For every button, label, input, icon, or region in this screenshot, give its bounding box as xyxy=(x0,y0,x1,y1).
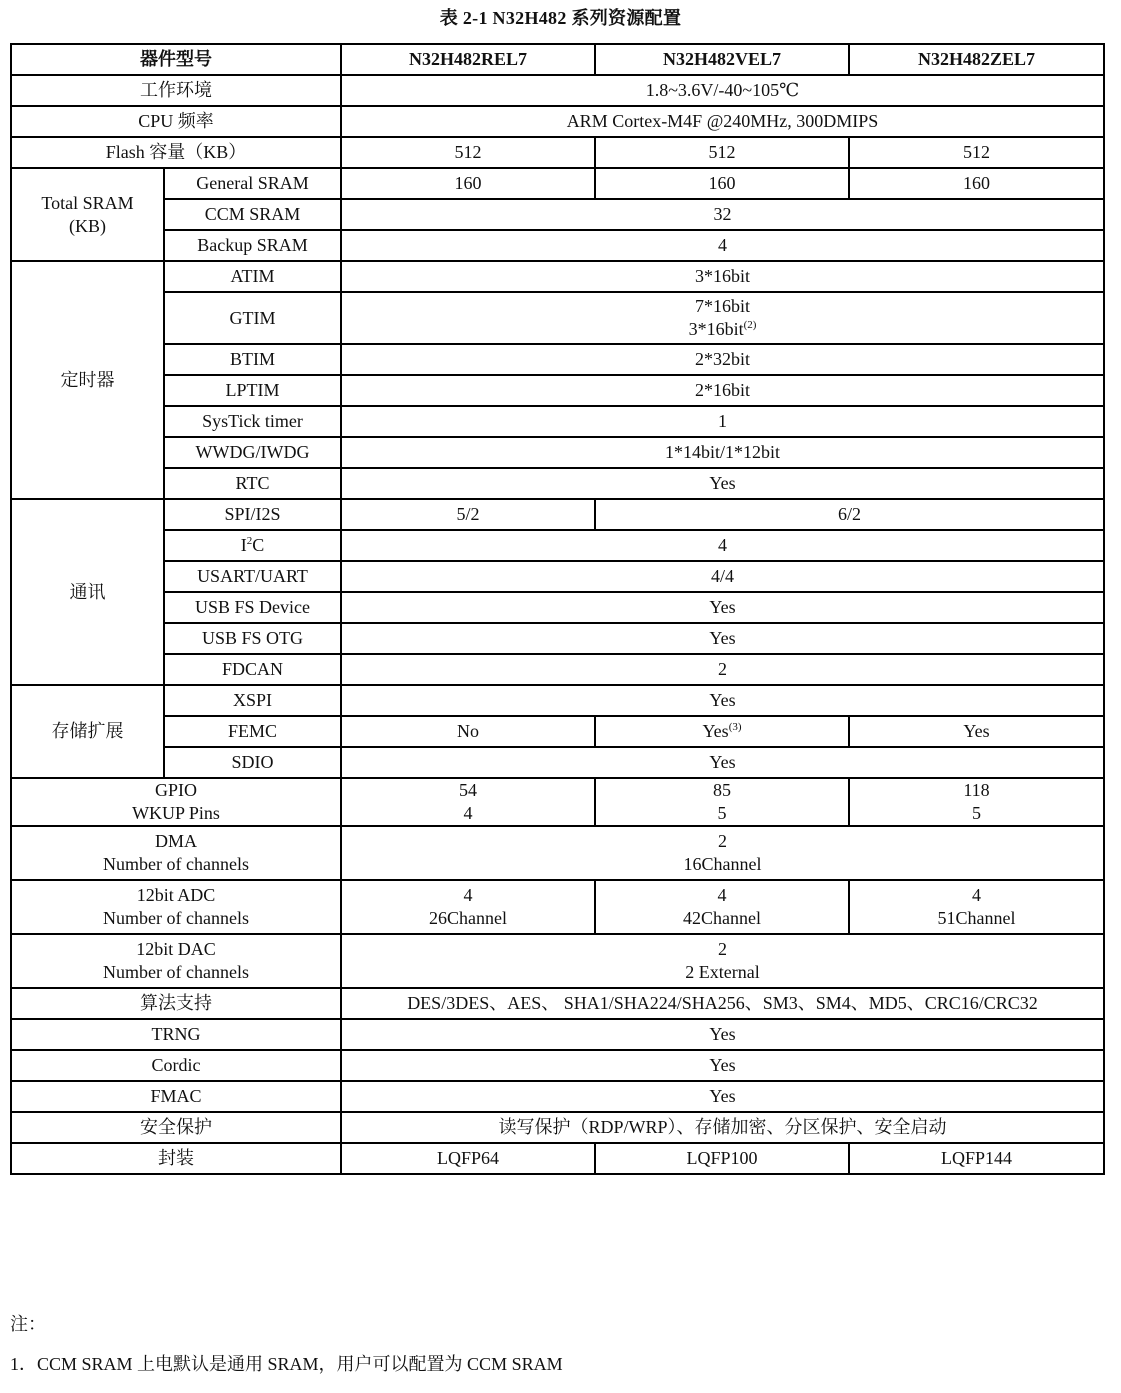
rtc-label: RTC xyxy=(164,468,341,499)
dma-label-line1: DMA xyxy=(154,831,197,851)
table-row xyxy=(11,106,1104,137)
dma-label-line2: Number of channels xyxy=(103,854,249,874)
trng-label: TRNG xyxy=(11,1019,341,1050)
adc-count: 4 xyxy=(972,885,981,905)
table-row xyxy=(11,623,1104,654)
femc-value-zel: Yes xyxy=(849,716,1104,747)
adc-channels: 51Channel xyxy=(937,908,1016,928)
xspi-value: Yes xyxy=(341,685,1104,716)
algo-value: DES/3DES、AES、 SHA1/SHA224/SHA256、SM3、SM4、MD5、CRC16/CRC32 xyxy=(341,988,1104,1019)
i2c-label xyxy=(164,530,341,561)
gpio-label-line1: GPIO xyxy=(154,780,197,800)
table-row xyxy=(11,654,1104,685)
package-vel: LQFP100 xyxy=(595,1143,849,1174)
gtim-value xyxy=(341,292,1104,344)
wkup-count: 5 xyxy=(972,803,981,823)
general-sram-rel: 160 xyxy=(341,168,595,199)
table-row xyxy=(11,1081,1104,1112)
systick-label: SysTick timer xyxy=(164,406,341,437)
flash-value-vel: 512 xyxy=(595,137,849,168)
adc-value-vel xyxy=(595,880,849,934)
dac-value-line1: 2 xyxy=(718,939,727,959)
dma-value-line1: 2 xyxy=(718,831,727,851)
dma-value-line2: 16Channel xyxy=(683,854,762,874)
table-row xyxy=(11,344,1104,375)
gpio-label xyxy=(11,778,341,826)
table-row xyxy=(11,934,1104,988)
adc-label-line2: Number of channels xyxy=(103,908,249,928)
table-row xyxy=(11,1019,1104,1050)
table-row xyxy=(11,1050,1104,1081)
cordic-label: Cordic xyxy=(11,1050,341,1081)
table-row xyxy=(11,199,1104,230)
package-zel: LQFP144 xyxy=(849,1143,1104,1174)
flash-value-zel: 512 xyxy=(849,137,1104,168)
backup-sram-label: Backup SRAM xyxy=(164,230,341,261)
femc-value-vel xyxy=(595,716,849,747)
table-row xyxy=(11,826,1104,880)
usbfs-label: USB FS Device xyxy=(164,592,341,623)
table-row xyxy=(11,880,1104,934)
femc-value-rel: No xyxy=(341,716,595,747)
spi-value-vel-zel: 6/2 xyxy=(595,499,1104,530)
general-sram-vel: 160 xyxy=(595,168,849,199)
wwdg-value: 1*14bit/1*12bit xyxy=(341,437,1104,468)
table-row xyxy=(11,375,1104,406)
model-vel7: N32H482VEL7 xyxy=(595,44,849,75)
general-sram-label: General SRAM xyxy=(164,168,341,199)
btim-label: BTIM xyxy=(164,344,341,375)
table-row xyxy=(11,561,1104,592)
spi-value-rel: 5/2 xyxy=(341,499,595,530)
femc-label: FEMC xyxy=(164,716,341,747)
usbotg-value: Yes xyxy=(341,623,1104,654)
resource-table xyxy=(10,43,1105,1175)
table-row xyxy=(11,230,1104,261)
model-zel7: N32H482ZEL7 xyxy=(849,44,1104,75)
table-row xyxy=(11,530,1104,561)
table-row xyxy=(11,75,1104,106)
lptim-value: 2*16bit xyxy=(341,375,1104,406)
sram-group-unit: (KB) xyxy=(69,215,106,236)
gtim-label: GTIM xyxy=(164,292,341,344)
flash-label: Flash 容量（KB） xyxy=(11,137,341,168)
adc-value-zel xyxy=(849,880,1104,934)
table-row xyxy=(11,747,1104,778)
gpio-value-zel xyxy=(849,778,1104,826)
atim-label: ATIM xyxy=(164,261,341,292)
dac-label-line1: 12bit DAC xyxy=(136,939,216,959)
adc-value-rel xyxy=(341,880,595,934)
table-row xyxy=(11,137,1104,168)
cordic-value: Yes xyxy=(341,1050,1104,1081)
timer-group-label: 定时器 xyxy=(11,261,164,499)
table-row xyxy=(11,1143,1104,1174)
table-row xyxy=(11,168,1104,199)
general-sram-zel: 160 xyxy=(849,168,1104,199)
fmac-label: FMAC xyxy=(11,1081,341,1112)
atim-value: 3*16bit xyxy=(341,261,1104,292)
adc-count: 4 xyxy=(717,885,727,905)
adc-channels: 26Channel xyxy=(429,908,507,928)
table-row xyxy=(11,468,1104,499)
trng-value: Yes xyxy=(341,1019,1104,1050)
systick-value: 1 xyxy=(341,406,1104,437)
dma-value xyxy=(341,826,1104,880)
footnote-marker: (3) xyxy=(728,721,742,733)
note-item-1: 1．CCM SRAM 上电默认是通用 SRAM，用户可以配置为 CCM SRAM xyxy=(10,1354,563,1374)
adc-label-line1: 12bit ADC xyxy=(136,885,216,905)
dac-label-line2: Number of channels xyxy=(103,962,249,982)
table-row xyxy=(11,292,1104,344)
usart-value: 4/4 xyxy=(341,561,1104,592)
flash-value-rel: 512 xyxy=(341,137,595,168)
fmac-value: Yes xyxy=(341,1081,1104,1112)
xspi-label: XSPI xyxy=(164,685,341,716)
dac-value xyxy=(341,934,1104,988)
ccm-sram-label: CCM SRAM xyxy=(164,199,341,230)
header-row xyxy=(11,44,1104,75)
device-model-label: 器件型号 xyxy=(11,44,341,75)
table-row xyxy=(11,685,1104,716)
adc-channels: 42Channel xyxy=(683,908,761,928)
model-rel7: N32H482REL7 xyxy=(341,44,595,75)
algo-label: 算法支持 xyxy=(11,988,341,1019)
package-rel: LQFP64 xyxy=(341,1143,595,1174)
table-title: 表 2-1 N32H482 系列资源配置 xyxy=(439,8,682,28)
adc-count: 4 xyxy=(463,885,473,905)
dac-label xyxy=(11,934,341,988)
cpu-label: CPU 频率 xyxy=(11,106,341,137)
gtim-value-line1: 7*16bit xyxy=(694,296,750,316)
sdio-label: SDIO xyxy=(164,747,341,778)
table-row xyxy=(11,499,1104,530)
spi-label: SPI/I2S xyxy=(164,499,341,530)
gpio-count: 118 xyxy=(963,780,990,800)
sram-group-title: Total SRAM xyxy=(41,192,134,213)
i2c-value: 4 xyxy=(341,530,1104,561)
table-row xyxy=(11,988,1104,1019)
dac-value-line2: 2 External xyxy=(685,962,760,982)
package-label: 封装 xyxy=(11,1143,341,1174)
table-row xyxy=(11,437,1104,468)
table-row xyxy=(11,261,1104,292)
btim-value: 2*32bit xyxy=(341,344,1104,375)
env-label: 工作环境 xyxy=(11,75,341,106)
backup-sram-value: 4 xyxy=(341,230,1104,261)
wwdg-label: WWDG/IWDG xyxy=(164,437,341,468)
fdcan-value: 2 xyxy=(341,654,1104,685)
table-row xyxy=(11,406,1104,437)
gtim-value2-text: 3*16bit xyxy=(688,319,744,339)
comm-group-label: 通讯 xyxy=(11,499,164,685)
table-row xyxy=(11,1112,1104,1143)
lptim-label: LPTIM xyxy=(164,375,341,406)
femc-value-vel-text: Yes xyxy=(702,721,729,741)
gpio-value-vel xyxy=(595,778,849,826)
notes-heading: 注： xyxy=(10,1314,46,1334)
wkup-count: 4 xyxy=(463,803,473,823)
fdcan-label: FDCAN xyxy=(164,654,341,685)
wkup-count: 5 xyxy=(717,803,727,823)
gpio-value-rel xyxy=(341,778,595,826)
ccm-sram-value: 32 xyxy=(341,199,1104,230)
i2c-label-post: C xyxy=(252,535,265,555)
table-row xyxy=(11,716,1104,747)
gtim-value-line2 xyxy=(342,318,1103,341)
security-label: 安全保护 xyxy=(11,1112,341,1143)
table-row xyxy=(11,592,1104,623)
usbfs-value: Yes xyxy=(341,592,1104,623)
rtc-value: Yes xyxy=(341,468,1104,499)
sram-group-label xyxy=(11,168,164,261)
gpio-count: 54 xyxy=(459,780,477,800)
storage-group-label: 存储扩展 xyxy=(11,685,164,778)
gpio-count: 85 xyxy=(713,780,731,800)
adc-label xyxy=(11,880,341,934)
cpu-value: ARM Cortex-M4F @240MHz, 300DMIPS xyxy=(341,106,1104,137)
usbotg-label: USB FS OTG xyxy=(164,623,341,654)
table-row xyxy=(11,778,1104,826)
gpio-label-line2: WKUP Pins xyxy=(132,803,220,823)
i2c-label-sup: 2 xyxy=(246,535,253,547)
footnote-marker: (2) xyxy=(743,319,757,331)
usart-label: USART/UART xyxy=(164,561,341,592)
sdio-value: Yes xyxy=(341,747,1104,778)
dma-label xyxy=(11,826,341,880)
env-value: 1.8~3.6V/-40~105℃ xyxy=(341,75,1104,106)
security-value: 读写保护（RDP/WRP）、存储加密、分区保护、安全启动 xyxy=(341,1112,1104,1143)
i2c-label-pre: I xyxy=(240,535,247,555)
